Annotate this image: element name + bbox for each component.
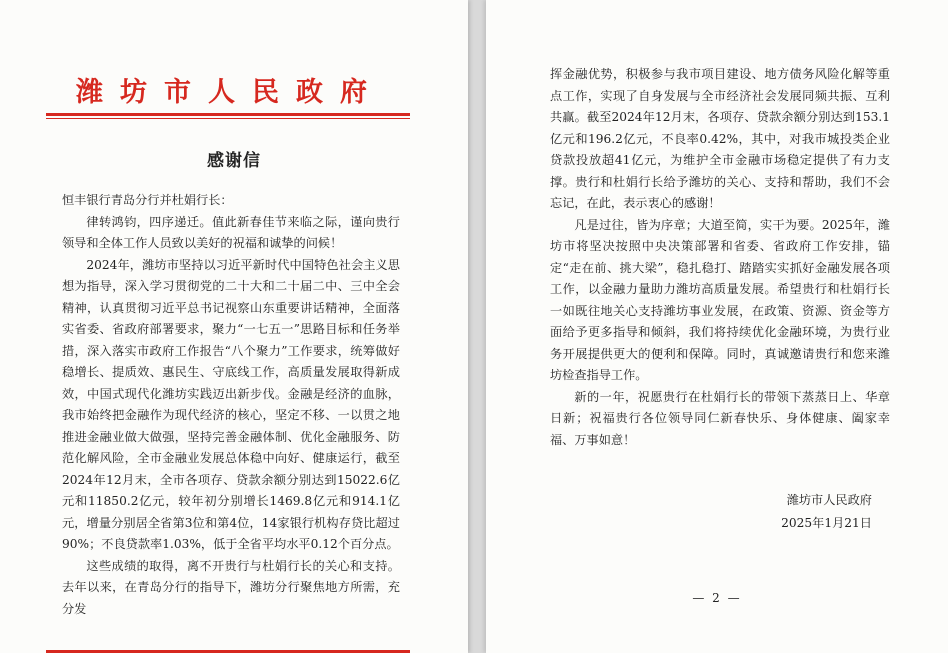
signature-date: 2025年1月21日 — [781, 516, 872, 530]
paragraph-thanks-continued: 挥金融优势，积极参与我市项目建设、地方债务风险化解等重点工作，实现了自身发展与全市经济社会发展同频共振、互利共赢。截至2024年12月末，各项存、贷款余额分别达到153.1亿元和196.2亿元，不良率0.42%，其中，对我市城投类企业贷款投放超41亿元，为维护全市金融市场稳定提供了有力支撑。贵行和杜娟行长给予潍坊的关心、支持和帮助，我们不会忘记，在此，表示衷心的感谢！ — [550, 67, 890, 210]
paragraph-greeting: 律转鸿钧，四序递迁。值此新春佳节来临之际，谨向贵行领导和全体工作人员致以美好的祝福和诚挚的问候！ — [62, 214, 400, 250]
paragraph-wishes: 新的一年，祝愿贵行在杜娟行长的带领下蒸蒸日上、华章日新；祝福贵行各位领导同仁新春快乐、身体健康、阖家幸福、万事如意！ — [550, 389, 890, 447]
right-page-body — [550, 64, 890, 451]
left-page-body — [62, 190, 400, 620]
letter-title: 感谢信 — [207, 151, 261, 171]
letterhead-red-rule — [46, 113, 410, 116]
paragraph-achievements: 2024年，潍坊市坚持以习近平新时代中国特色社会主义思想为指导，深入学习贯彻党的二十大和二十届二中、三中全会精神，认真贯彻习近平总书记视察山东重要讲话精神，全面落实省委、省政府部署要求，聚力“一七五一”思路目标和任务举措，深入落实市政府工作报告“八个聚力”工作要求，统筹做好稳增长、提质效、惠民生、守底线工作，高质量发展取得新成效，中国式现代化潍坊实践迈出新步伐。金融是经济的血脉，我市始终把金融作为现代经济的核心，坚定不移、一以贯之地推进金融业做大做强，坚持完善金融体制、优化金融服务、防范化解风险，全市金融业发展总体稳中向好、健康运行，截至2024年12月末，全市各项存、贷款余额分别达到15022.6亿元和11850.2亿元，较年初分别增长1469.8亿元和914.1亿元，增量分别居全省第3位和第4位，14家银行机构存贷比超过90%；不良贷款率1.03%，低于全省平均水平0.12个百分点。 — [62, 257, 400, 551]
page-number: — 2 — — [692, 591, 742, 605]
signature-organization: 潍坊市人民政府 — [786, 493, 872, 507]
paragraph-thanks-start: 这些成绩的取得，离不开贵行与杜娟行长的关心和支持。去年以来，在青岛分行的指导下，潍坊分行聚焦地方所需，充分发 — [62, 558, 400, 616]
left-document-page — [0, 0, 468, 653]
letterhead-red-thin-rule — [46, 118, 410, 119]
right-document-page — [486, 0, 948, 653]
letterhead-title: 潍坊市人民政府 — [76, 77, 384, 108]
salutation: 恒丰银行青岛分行并杜娟行长： — [62, 193, 233, 207]
paragraph-outlook: 凡是过往，皆为序章；大道至简，实干为要。2025年，潍坊市将坚决按照中央决策部署和省委、省政府工作安排，锚定“走在前、挑大梁”，稳扎稳打、踏踏实实抓好金融发展各项工作，以金融力量助力潍坊高质量发展。希望贵行和杜娟行长一如既往地关心支持潍坊事业发展，在政策、资源、资金等方面给予更多指导和倾斜，我们将持续优化金融环境，为贵行业务开展提供更大的便利和保障。同时，真诚邀请贵行和您来潍坊检查指导工作。 — [550, 217, 890, 382]
signature-block — [550, 489, 872, 535]
